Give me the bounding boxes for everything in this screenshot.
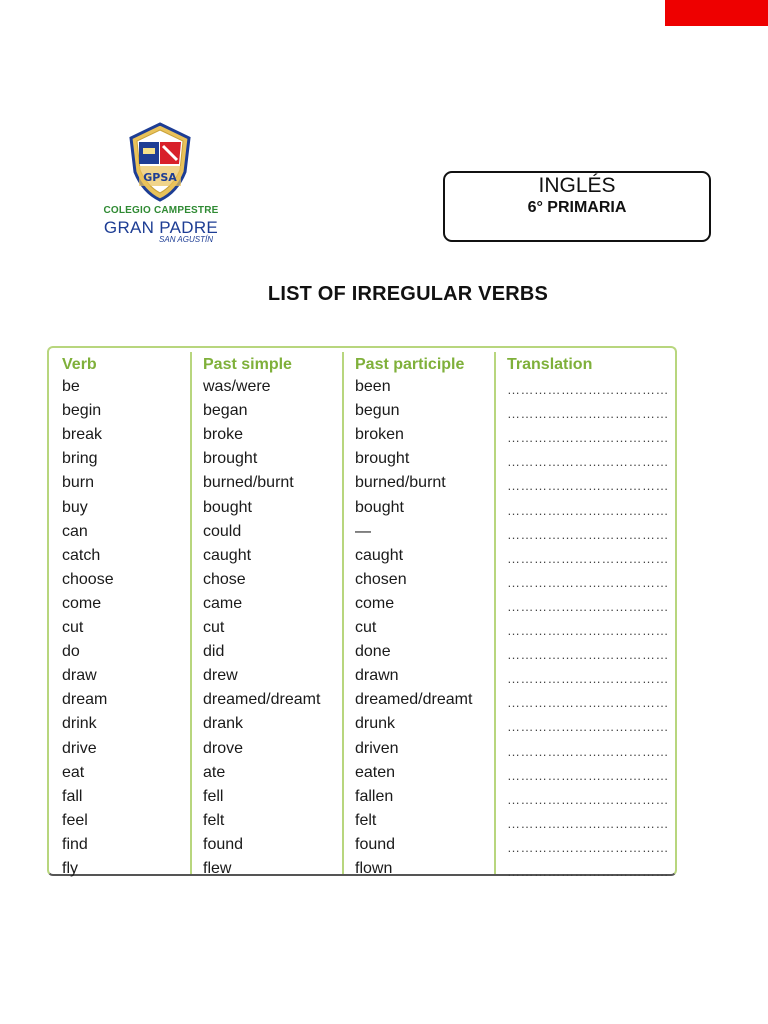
school-name-line3: SAN AGUSTÍN	[159, 235, 213, 244]
page-title: LIST OF IRREGULAR VERBS	[267, 283, 549, 305]
past-participle-cell: felt	[355, 811, 377, 829]
translation-blank[interactable]: ………………………………	[507, 839, 669, 855]
verb-cell: begin	[62, 402, 102, 420]
verb-cell: drink	[62, 715, 97, 733]
past-simple-cell: was/were	[203, 378, 271, 395]
translation-blank[interactable]: ………………………………	[507, 743, 669, 759]
verb-cell: buy	[62, 498, 88, 516]
past-participle-cell: dreamed/dreamt	[355, 691, 473, 709]
translation-blank[interactable]: ………………………………	[507, 864, 669, 879]
past-participle-cell: brought	[355, 450, 410, 468]
past-simple-cell: drew	[203, 667, 238, 685]
past-participle-cell: driven	[355, 739, 399, 757]
translation-blank[interactable]: ………………………………	[507, 623, 669, 638]
past-simple-cell: brought	[203, 450, 258, 468]
header-verb: Verb	[62, 356, 97, 373]
verb-cell: bring	[62, 450, 98, 468]
translation-blank[interactable]: ………………………………	[507, 719, 669, 735]
school-logo	[96, 122, 226, 244]
subject-box	[443, 171, 711, 242]
past-participle-cell: flown	[355, 860, 393, 877]
past-participle-cell: been	[355, 378, 391, 395]
translation-blank[interactable]: ………………………………	[507, 767, 669, 783]
past-simple-cell: drank	[203, 715, 244, 733]
past-participle-cell: chosen	[355, 570, 407, 588]
translation-blank[interactable]: ………………………………	[507, 502, 669, 518]
past-simple-cell: chose	[203, 570, 246, 588]
verb-cell: break	[62, 426, 103, 444]
translation-blank[interactable]: ………………………………	[507, 430, 669, 446]
past-participle-cell: found	[355, 835, 396, 853]
verb-cell: be	[62, 378, 80, 395]
past-participle-cell: —	[355, 522, 371, 540]
translation-blank[interactable]: ………………………………	[507, 478, 669, 494]
header-translation: Translation	[507, 356, 593, 373]
translation-blank[interactable]: ………………………………	[507, 550, 669, 566]
verb-cell: can	[62, 522, 88, 540]
past-participle-cell: drunk	[355, 715, 396, 733]
verb-cell: draw	[62, 667, 97, 685]
verb-cell: eat	[62, 763, 85, 781]
verb-cell: find	[62, 835, 88, 853]
school-name-line2: GRAN PADRE	[103, 218, 219, 237]
translation-blank[interactable]: ………………………………	[507, 574, 669, 590]
past-simple-cell: flew	[203, 860, 232, 877]
translation-blank[interactable]: ………………………………	[507, 647, 669, 663]
past-participle-cell: broken	[355, 426, 404, 444]
translation-blank[interactable]: ………………………………	[507, 598, 669, 614]
past-participle-cell: drawn	[355, 667, 399, 685]
svg-text:GPSA: GPSA	[143, 171, 177, 184]
header-past-simple: Past simple	[203, 356, 292, 373]
past-simple-cell: began	[203, 402, 248, 420]
school-name-line1: COLEGIO CAMPESTRE	[103, 205, 219, 216]
past-simple-cell: cut	[203, 619, 225, 636]
past-simple-cell: broke	[203, 426, 244, 444]
grade-label: 6° PRIMARIA	[527, 199, 627, 216]
translation-blank[interactable]: ………………………………	[507, 406, 669, 422]
verb-cell: dream	[62, 691, 108, 709]
verb-cell: fly	[62, 860, 78, 877]
verb-cell: come	[62, 594, 102, 612]
past-participle-cell: fallen	[355, 787, 394, 805]
past-participle-cell: burned/burnt	[355, 474, 446, 492]
past-participle-cell: eaten	[355, 763, 396, 781]
past-participle-cell: begun	[355, 402, 400, 420]
past-participle-cell: caught	[355, 546, 404, 564]
verb-cell: burn	[62, 474, 95, 492]
translation-blank[interactable]: ………………………………	[507, 791, 669, 807]
translation-blank[interactable]: ………………………………	[507, 382, 669, 397]
past-simple-cell: bought	[203, 498, 252, 516]
past-simple-cell: did	[203, 643, 225, 661]
translation-blank[interactable]: ………………………………	[507, 526, 669, 542]
past-participle-cell: cut	[355, 619, 377, 636]
column-divider	[494, 352, 496, 874]
past-simple-cell: felt	[203, 811, 225, 829]
irregular-verbs-table	[47, 346, 677, 879]
header-past-participle: Past participle	[355, 356, 465, 373]
verb-cell: choose	[62, 570, 114, 588]
past-simple-cell: drove	[203, 739, 244, 757]
past-participle-cell: bought	[355, 498, 404, 516]
past-simple-cell: found	[203, 835, 244, 853]
translation-blank[interactable]: ………………………………	[507, 815, 669, 831]
verb-cell: cut	[62, 619, 84, 636]
school-crest-icon	[127, 122, 193, 202]
past-simple-cell: burned/burnt	[203, 474, 294, 492]
verb-cell: do	[62, 643, 80, 661]
translation-blank[interactable]: ………………………………	[507, 671, 669, 687]
corner-red-tab	[665, 0, 768, 26]
verb-cell: drive	[62, 739, 97, 757]
past-simple-cell: caught	[203, 546, 252, 564]
verb-cell: fall	[62, 787, 83, 805]
past-simple-cell: could	[203, 522, 242, 540]
past-simple-cell: came	[203, 594, 243, 612]
translation-blank[interactable]: ………………………………	[507, 695, 669, 711]
column-divider	[190, 352, 192, 874]
past-simple-cell: ate	[203, 763, 226, 781]
past-participle-cell: come	[355, 594, 395, 612]
past-participle-cell: done	[355, 643, 391, 661]
translation-blank[interactable]: ………………………………	[507, 454, 669, 470]
subject-label: INGLÉS	[538, 174, 616, 197]
past-simple-cell: fell	[203, 787, 224, 805]
past-simple-cell: dreamed/dreamt	[203, 691, 321, 709]
column-divider	[342, 352, 344, 874]
verb-cell: catch	[62, 546, 101, 564]
verb-cell: feel	[62, 811, 88, 829]
